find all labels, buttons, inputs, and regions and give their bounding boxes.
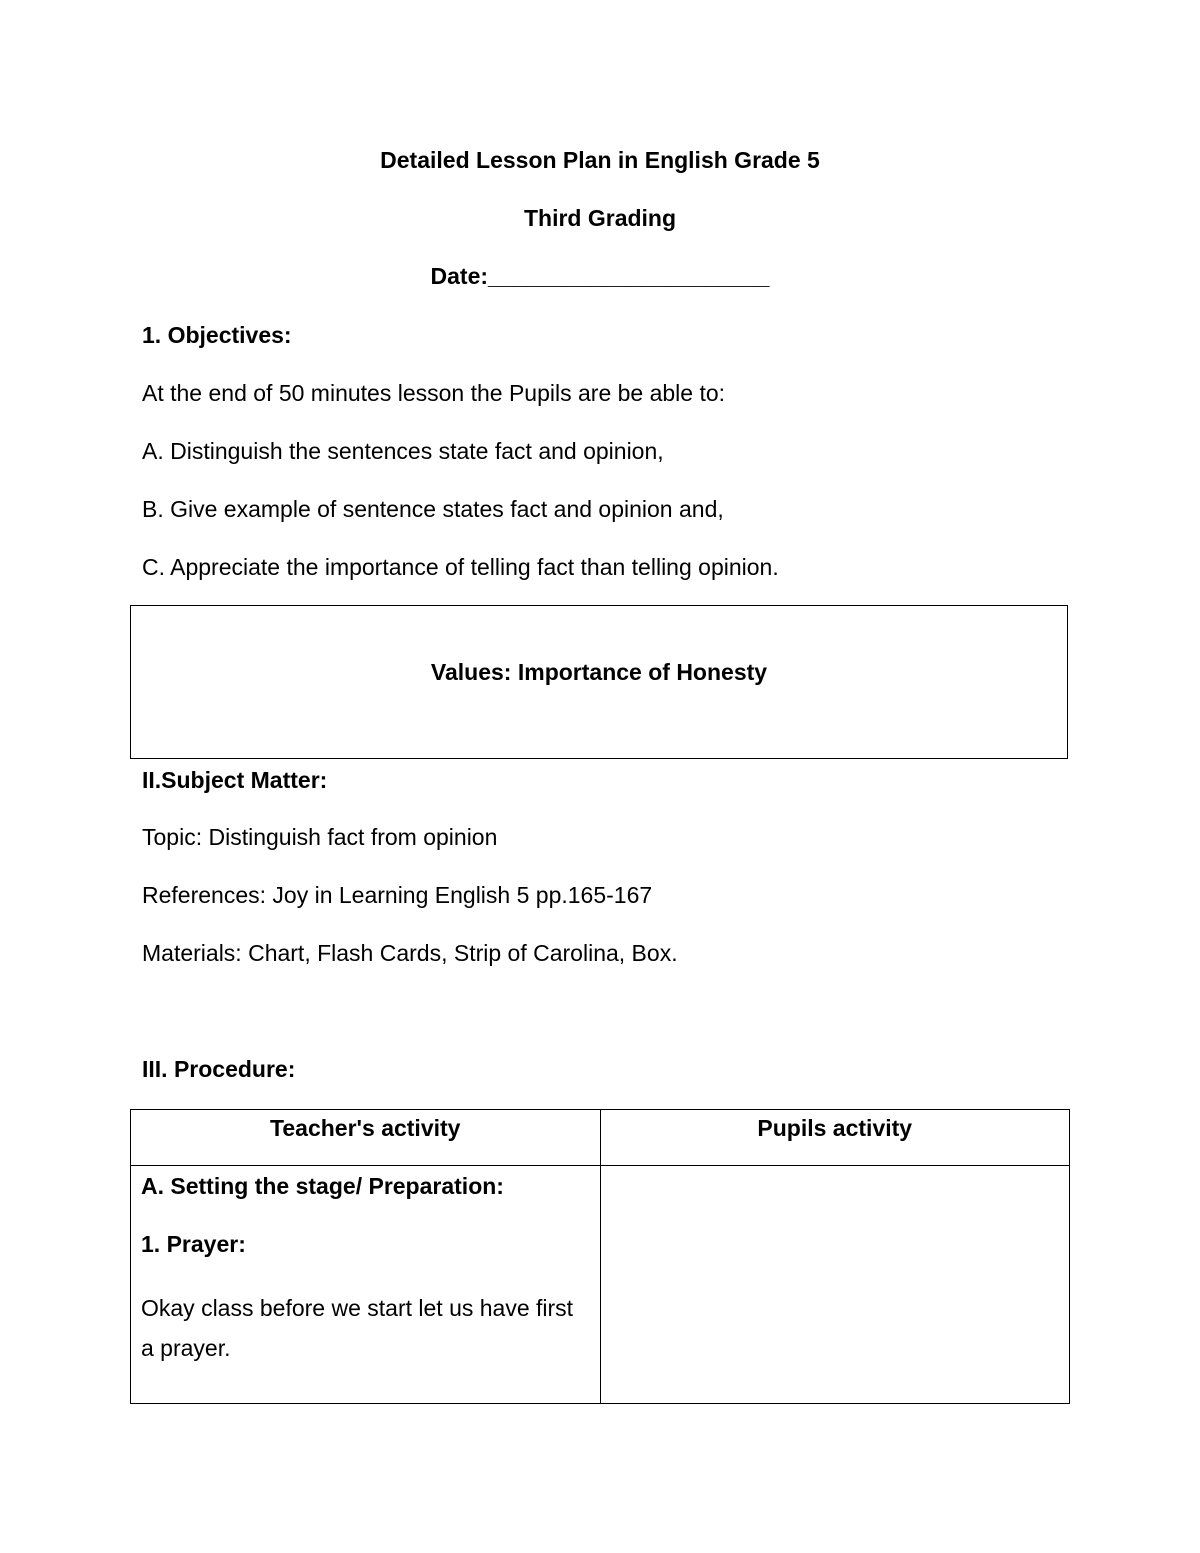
step-heading: 1. Prayer: xyxy=(141,1231,246,1257)
teacher-instruction: Okay class before we start let us have first a prayer. xyxy=(141,1295,574,1361)
objective-item: A. Distinguish the sentences state fact and opinion, xyxy=(142,438,664,464)
document-title: Detailed Lesson Plan in English Grade 5 xyxy=(380,147,820,173)
header-teacher-activity: Teacher's activity xyxy=(131,1110,601,1166)
references-line: References: Joy in Learning English 5 pp.165-167 xyxy=(142,882,653,908)
procedure-heading: III. Procedure: xyxy=(142,1056,296,1082)
values-box xyxy=(130,605,1068,759)
topic-line: Topic: Distinguish fact from opinion xyxy=(142,824,498,850)
grading-period: Third Grading xyxy=(523,205,677,231)
table-row xyxy=(131,1166,1070,1404)
values-text: Values: Importance of Honesty xyxy=(430,659,768,685)
objectives-heading: 1. Objectives: xyxy=(142,322,292,348)
materials-line: Materials: Chart, Flash Cards, Strip of Carolina, Box. xyxy=(142,940,678,966)
section-heading: A. Setting the stage/ Preparation: xyxy=(141,1173,504,1199)
teacher-activity-cell xyxy=(131,1166,601,1404)
objectives-intro: At the end of 50 minutes lesson the Pupils are be able to: xyxy=(142,380,726,406)
table-header-row xyxy=(131,1110,1070,1166)
objective-item: C. Appreciate the importance of telling fact than telling opinion. xyxy=(142,554,779,580)
pupils-activity-cell xyxy=(600,1166,1070,1404)
subject-matter-heading: II.Subject Matter: xyxy=(142,767,328,793)
procedure-table xyxy=(130,1109,1070,1404)
header-pupils-activity: Pupils activity xyxy=(600,1110,1070,1166)
objective-item: B. Give example of sentence states fact and opinion and, xyxy=(142,496,724,522)
date-line: Date:______________________ xyxy=(430,263,770,289)
